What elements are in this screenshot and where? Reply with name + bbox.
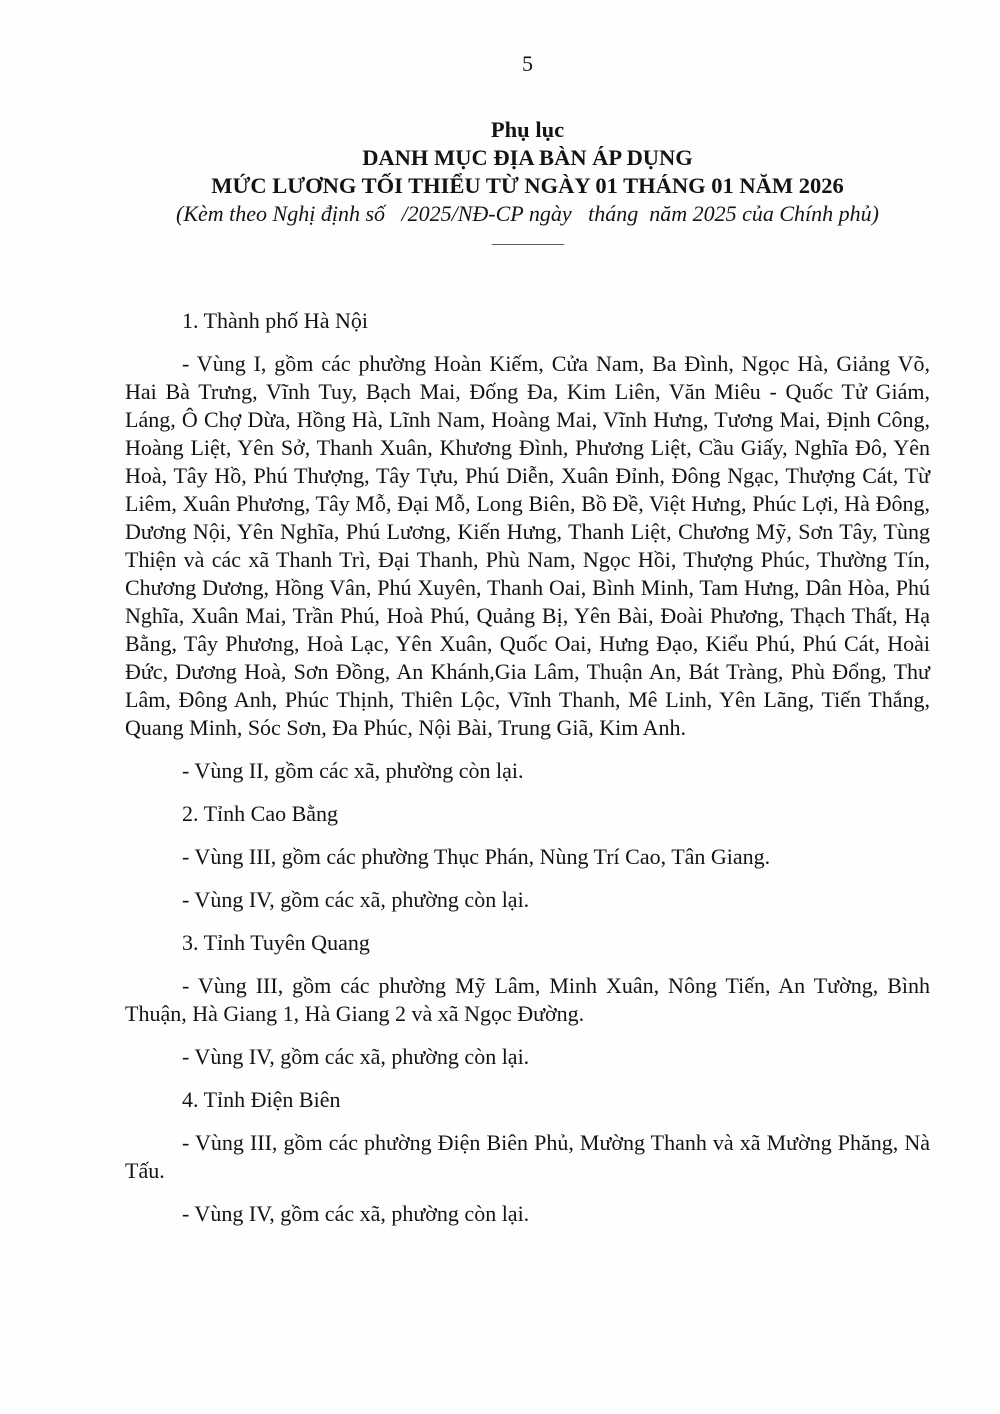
region-paragraph: - Vùng III, gồm các phường Mỹ Lâm, Minh Xuân, Nông Tiến, An Tường, Bình Thuận, Hà Giang 1, Hà Giang 2 và xã Ngọc Đường. <box>125 973 930 1026</box>
appendix-label: Phụ lục <box>490 117 565 142</box>
page-number: 5 <box>522 51 533 76</box>
document-subtitle: (Kèm theo Nghị định số /2025/NĐ-CP ngày tháng năm 2025 của Chính phủ) <box>176 201 879 226</box>
section-heading: 4. Tỉnh Điện Biên <box>182 1087 341 1112</box>
region-paragraph: - Vùng IV, gồm các xã, phường còn lại. <box>182 1201 530 1226</box>
region-paragraph: - Vùng III, gồm các phường Thục Phán, Nùng Trí Cao, Tân Giang. <box>182 844 771 869</box>
document-body <box>125 307 930 1228</box>
region-paragraph: - Vùng IV, gồm các xã, phường còn lại. <box>182 887 530 912</box>
section-heading: 3. Tỉnh Tuyên Quang <box>182 930 370 955</box>
region-paragraph: - Vùng IV, gồm các xã, phường còn lại. <box>182 1044 530 1069</box>
section-heading: 1. Thành phố Hà Nội <box>182 308 368 333</box>
section-heading: 2. Tỉnh Cao Bằng <box>182 801 339 826</box>
document-title-line-1: DANH MỤC ĐỊA BÀN ÁP DỤNG <box>362 145 693 170</box>
document-title-line-2: MỨC LƯƠNG TỐI THIỂU TỪ NGÀY 01 THÁNG 01 NĂM 2026 <box>211 173 844 198</box>
region-paragraph: - Vùng II, gồm các xã, phường còn lại. <box>182 758 524 783</box>
header-divider-line <box>492 244 564 245</box>
region-paragraph: - Vùng I, gồm các phường Hoàn Kiếm, Cửa Nam, Ba Đình, Ngọc Hà, Giảng Võ, Hai Bà Trưng, Vĩnh Tuy, Bạch Mai, Đống Đa, Kim Liên, Văn Miêu - Quốc Tử Giám, Láng, Ô Chợ Dừa, Hồng Hà, Lĩnh Nam, Hoàng Mai, Vĩnh Hưng, Tương Mai, Định Công, Hoàng Liệt, Yên Sở, Thanh Xuân, Khương Đình, Phương Liệt, Cầu Giấy, Nghĩa Đô, Yên Hoà, Tây Hồ, Phú Thượng, Tây Tựu, Phú Diễn, Xuân Đỉnh, Đông Ngạc, Thượng Cát, Từ Liêm, Xuân Phương, Tây Mỗ, Đại Mỗ, Long Biên, Bồ Đề, Việt Hưng, Phúc Lợi, Hà Đông, Dương Nội, Yên Nghĩa, Phú Lương, Kiến Hưng, Thanh Liệt, Chương Mỹ, Sơn Tây, Tùng Thiện và các xã Thanh Trì, Đại Thanh, Phù Nam, Ngọc Hồi, Thượng Phúc, Thường Tín, Chương Dương, Hồng Vân, Phú Xuyên, Thanh Oai, Bình Minh, Tam Hưng, Dân Hòa, Phú Nghĩa, Xuân Mai, Trần Phú, Hoà Phú, Quảng Bị, Yên Bài, Đoài Phương, Thạch Thất, Hạ Bằng, Tây Phương, Hoà Lạc, Yên Xuân, Quốc Oai, Hưng Đạo, Kiểu Phú, Phú Cát, Hoài Đức, Dương Hoà, Sơn Đồng, An Khánh,Gia Lâm, Thuận An, Bát Tràng, Phù Đổng, Thư Lâm, Đông Anh, Phúc Thịnh, Thiên Lộc, Vĩnh Thanh, Mê Linh, Yên Lãng, Tiến Thắng, Quang Minh, Sóc Sơn, Đa Phúc, Nội Bài, Trung Giã, Kim Anh. <box>125 351 930 740</box>
region-paragraph: - Vùng III, gồm các phường Điện Biên Phủ, Mường Thanh và xã Mường Phăng, Nà Tấu. <box>125 1130 930 1183</box>
document-header <box>125 116 930 245</box>
